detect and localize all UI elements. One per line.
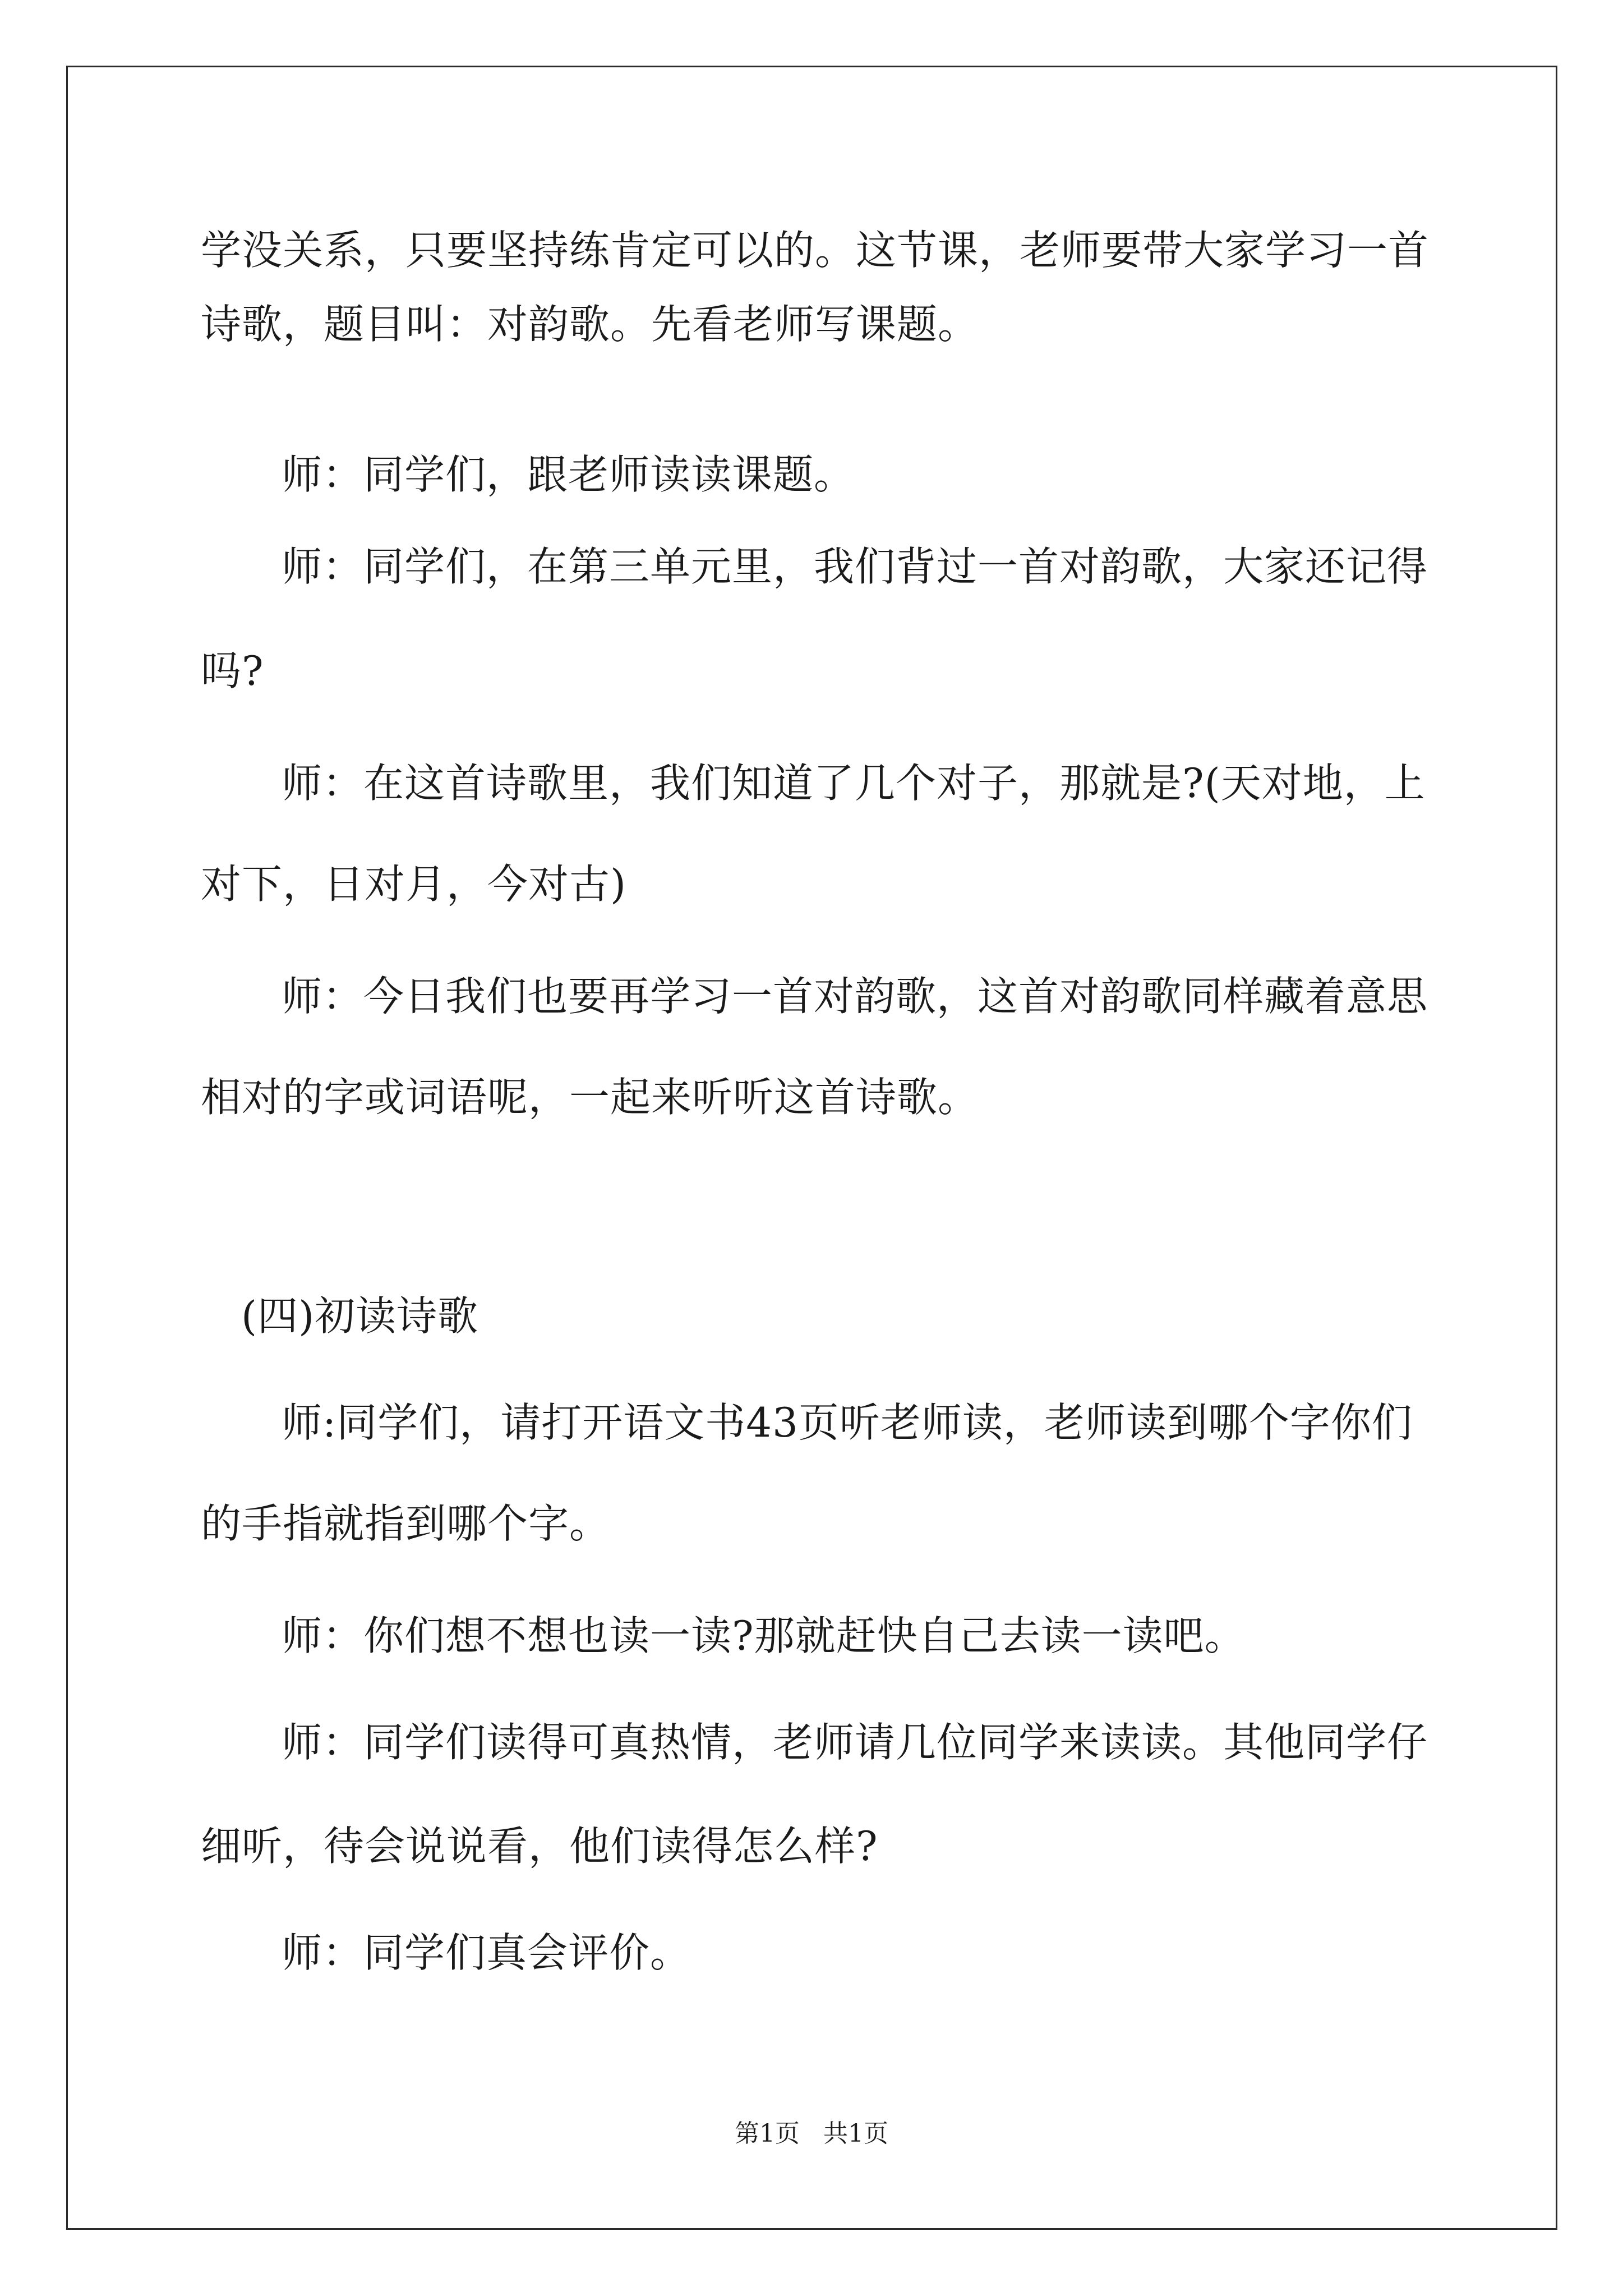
text-line: 相对的字或词语呢，一起来听听这首诗歌。 — [201, 1074, 979, 1121]
text-line: 对下，日对月，今对古) — [201, 861, 627, 908]
text-line: 师：在这首诗歌里，我们知道了几个对子，那就是?(天对地，上 — [282, 760, 1426, 807]
page-border — [66, 66, 1557, 2230]
text-line: 师：同学们，在第三单元里，我们背过一首对韵歌，大家还记得 — [282, 543, 1428, 590]
text-line: 细听，待会说说看，他们读得怎么样? — [201, 1823, 878, 1870]
page-number: 第1页 共1页 — [735, 2119, 888, 2148]
text-line: 吗? — [201, 647, 264, 694]
text-line: 师:同学们，请打开语文书43页听老师读，老师读到哪个字你们 — [282, 1399, 1413, 1446]
section-heading: (四)初读诗歌 — [241, 1292, 479, 1340]
text-line: 师：同学们，跟老师读读课题。 — [282, 451, 855, 498]
text-line: 的手指就指到哪个字。 — [201, 1500, 611, 1547]
text-line: 师：今日我们也要再学习一首对韵歌，这首对韵歌同样藏着意思 — [282, 973, 1428, 1020]
text-line: 师：你们想不想也读一读?那就赶快自己去读一读吧。 — [282, 1612, 1246, 1659]
text-line: 师：同学们读得可真热情，老师请几位同学来读读。其他同学仔 — [282, 1719, 1428, 1766]
text-line: 师：同学们真会评价。 — [282, 1929, 691, 1976]
text-line: 学没关系，只要坚持练肯定可以的。这节课，老师要带大家学习一首 — [201, 227, 1430, 274]
text-line: 诗歌，题目叫：对韵歌。先看老师写课题。 — [201, 301, 979, 348]
